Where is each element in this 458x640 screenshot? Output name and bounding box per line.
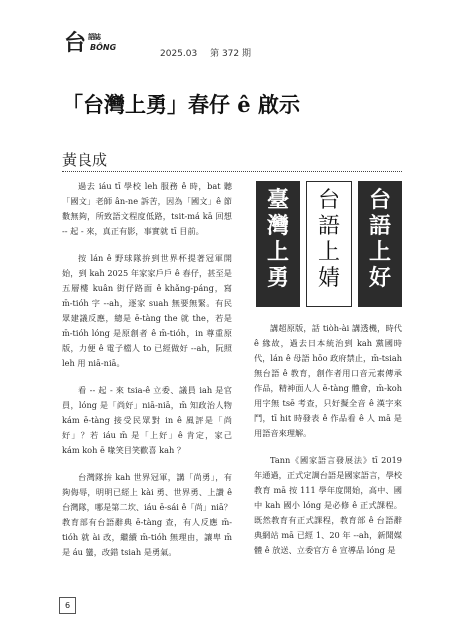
banner-char: 灣 (266, 213, 289, 239)
paragraph: 看 -- 起 - 來 tsia-ê 立委、議員 iah 是官員，lóng 是「尚好」niā-niā，m̄ 知政治人物 kám ē-tàng 接受民眾對 in ê 風評是「尚好」？若 iáu m̄ 是「上好」ê 肯定，家己 kám koh ē 喙笑目笑歡喜 kah ？ (62, 385, 232, 455)
paragraph: Tann《國家語言發展法》tī 2019 年通過，正式定調台語是國家語言，學校教育 mā 按 111 學年度開始，高中、國中 kah 國小 lóng 是必修 ê 正式課程。既然教育有正式課程，教育部 ê 台語辭典網站 mā 已經 1、20 年 --ah，新聞媒體 ê 放送、立委官方 ê 宣導品 lóng 是 (254, 455, 402, 555)
paragraph: 按 lán ê 野球隊拚到世界杯提著冠軍開始，到 kah 2025 年家家戶戶 ê 春仔，甚至是五層樓 kuân 街仔路面 ê khǎng-páng，寫 m̄-tióh 字 --ah，逐家 suah 無要無緊。有民眾建議反應，總是 ē-tàng the 就 the，若是 m̄-tióh lóng 是原創者 ê m̄-tióh，in 尊重原版，力便 ê 電子檔人 to 已經做好 --ah，阮照 leh 用 niā-niā。 (62, 253, 232, 368)
logo-main-glyph: 台 (64, 30, 87, 56)
issue-number: 第 372 期 (210, 49, 251, 59)
banner-char: 婧 (317, 266, 340, 291)
banner-char: 台 (317, 188, 340, 213)
banner-char: 好 (368, 265, 391, 291)
banner-char: 上 (368, 239, 391, 265)
banner-taiyu-shanghao (358, 181, 402, 307)
paragraph: 台灣隊拚 kah 世界冠軍，講「尚勇」，有夠侮辱，明明已經上 kài 勇、世界勇、上讚 ê 台灣隊，哪是第二坎、iáu ē-sái ê「尚」niā？教育部有台語辭典 ē-tàng 查，有人反應 m̄-tióh 就 ài 改，繼續 m̄-tióh 無理由，讓卑 m̄ 是 áu 蠻，改錯 tsiah 是勇氣。 (62, 472, 232, 557)
article-author: 黃良成 (62, 151, 108, 169)
right-column (254, 321, 402, 570)
left-column (62, 179, 232, 572)
divider (62, 171, 402, 172)
banner-char: 上 (317, 240, 340, 265)
issue-header (160, 46, 261, 59)
banner-taiwan-shangyong (256, 181, 300, 307)
banner-char: 語 (368, 213, 391, 239)
banner-char: 台 (368, 187, 391, 213)
banner-taiyu-shangjing (306, 181, 352, 307)
paragraph: 講超原版，話 tiòh-ài 講透機，時代 ê 緣故，過去日本統治到 kah 黨國時代，lán ê 母語 hōo 政府禁止，m̄-tsiah 無台語 ê 教育，創作者用口音元素傳承作品，精神面人人 ē-tàng 體會，m̄-koh 用字無 tsē 考查，只好擬全音 ê 漢字來鬥，tī hit 時發表 ê 作品看 ê 人 mā 是用語音來理解。 (254, 323, 402, 438)
banner-char: 勇 (266, 265, 289, 291)
banner-photo (256, 181, 402, 307)
page-number: 6 (59, 597, 76, 614)
banner-char: 語 (317, 214, 340, 239)
magazine-logo (64, 28, 128, 58)
article-title: 「台灣上勇」春仔 ê 啟示 (62, 92, 300, 117)
logo-subtext: 語誌 (88, 33, 100, 41)
paragraph: 過去 iáu tī 學校 leh 服務 ê 時，bat 聽「國文」老師 ân-ne 訴苦，因為「國文」ê 節數無夠，所致語文程度低路，tsit-má kā 回想 -- 起 - 來，真正有影，事實就 tī 目前。 (62, 181, 232, 236)
banner-char: 臺 (266, 187, 289, 213)
banner-char: 上 (266, 239, 289, 265)
logo-latin-text: BÔNG (90, 43, 117, 52)
issue-date: 2025.03 (160, 49, 198, 59)
